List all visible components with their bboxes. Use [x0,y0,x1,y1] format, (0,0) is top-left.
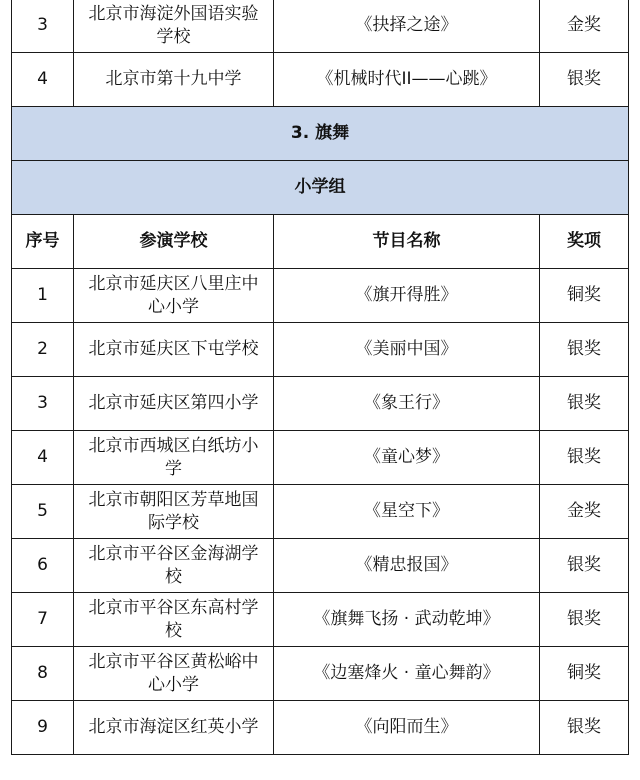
table-row [12,485,629,539]
award: 银奖 [540,53,629,107]
program-name: 《向阳而生》 [274,701,540,755]
table-row [12,539,629,593]
row-number: 4 [12,431,74,485]
award: 银奖 [540,431,629,485]
group-title-row [12,161,629,215]
row-number: 2 [12,323,74,377]
row-number: 5 [12,485,74,539]
award: 金奖 [540,0,629,53]
award: 铜奖 [540,269,629,323]
row-number: 6 [12,539,74,593]
table-row [12,593,629,647]
row-number: 3 [12,377,74,431]
school-name: 北京市西城区白纸坊小学 [74,431,274,485]
header-program: 节目名称 [274,215,540,269]
table-row [12,431,629,485]
school-name: 北京市朝阳区芳草地国际学校 [74,485,274,539]
award: 金奖 [540,485,629,539]
school-name: 北京市海淀区红英小学 [74,701,274,755]
table-row [12,0,629,53]
program-name: 《象王行》 [274,377,540,431]
award: 银奖 [540,377,629,431]
award: 银奖 [540,593,629,647]
program-name: 《机械时代II——心跳》 [274,53,540,107]
program-name: 《星空下》 [274,485,540,539]
header-no: 序号 [12,215,74,269]
school-name: 北京市平谷区金海湖学校 [74,539,274,593]
award: 铜奖 [540,647,629,701]
table-header-row [12,215,629,269]
row-number: 1 [12,269,74,323]
table-row [12,701,629,755]
awards-table-body [12,0,629,755]
table-row [12,269,629,323]
table-row [12,323,629,377]
program-name: 《抉择之途》 [274,0,540,53]
program-name: 《旗开得胜》 [274,269,540,323]
award: 银奖 [540,323,629,377]
program-name: 《旗舞飞扬 · 武动乾坤》 [274,593,540,647]
program-name: 《边塞烽火 · 童心舞韵》 [274,647,540,701]
group-title: 小学组 [12,161,629,215]
school-name: 北京市平谷区东高村学校 [74,593,274,647]
school-name: 北京市平谷区黄松峪中心小学 [74,647,274,701]
school-name: 北京市第十九中学 [74,53,274,107]
row-number: 4 [12,53,74,107]
school-name: 北京市海淀外国语实验学校 [74,0,274,53]
header-award: 奖项 [540,215,629,269]
row-number: 3 [12,0,74,53]
program-name: 《精忠报国》 [274,539,540,593]
section-title: 3. 旗舞 [12,107,629,161]
table-row [12,647,629,701]
award: 银奖 [540,539,629,593]
table-row [12,377,629,431]
school-name: 北京市延庆区第四小学 [74,377,274,431]
program-name: 《美丽中国》 [274,323,540,377]
school-name: 北京市延庆区八里庄中心小学 [74,269,274,323]
row-number: 9 [12,701,74,755]
school-name: 北京市延庆区下屯学校 [74,323,274,377]
row-number: 8 [12,647,74,701]
section-title-row [12,107,629,161]
row-number: 7 [12,593,74,647]
program-name: 《童心梦》 [274,431,540,485]
table-row [12,53,629,107]
award: 银奖 [540,701,629,755]
awards-table [11,0,629,755]
header-school: 参演学校 [74,215,274,269]
